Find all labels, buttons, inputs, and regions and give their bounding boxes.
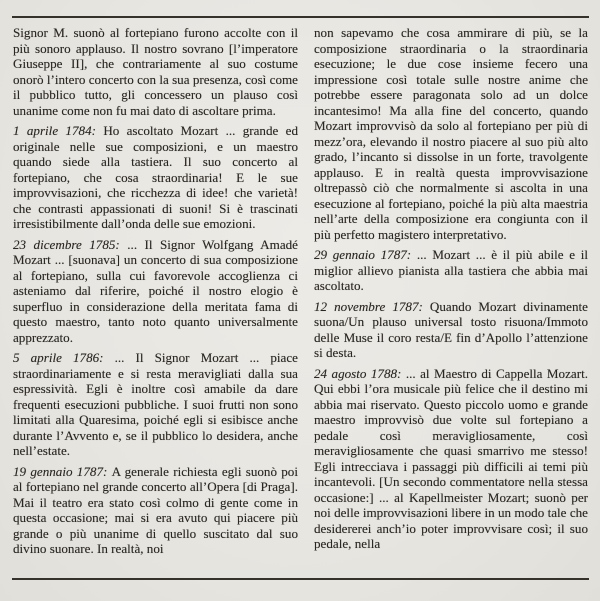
diary-entry xyxy=(13,237,298,346)
entry-text: ... al Maestro di Cappella Mozart. Qui ebbi l’ora musicale più felice che il destino mi abbia mai riservato. Questo piccolo uomo e grande maestro improvvisò due volte sul fortepiano a pedale così meravigliosamente, così meravigliosamente che quasi smarrivo me stesso! Egli intrecciava i passaggi più difficili ai temi più incantevoli. [Un secondo commentatore nella stessa occasione:] ... al Kapellmeister Mozart; suonò per noi delle improvvisazioni libere in un modo tale che desidererei anch’io poter improvvisare così; il suo pedale, nella xyxy=(314,365,588,551)
entry-text: A generale richiesta egli suonò poi al fortepiano nel grande concerto all’Opera [di Praga]. Mai il teatro era stato così colmo di gente come in questa occasione; mai si era avuto qui piacere più grande o più unanime di quello suscitato dal suo divino suonare. In realtà, noi xyxy=(13,463,298,556)
entry-date: 5 aprile 1786: xyxy=(13,350,104,365)
entry-text: Quando Mozart divinamente suona/Un plauso universal tosto risuona/Immoto delle Muse il coro resta/E fin d’Apollo l’attenzione si desta. xyxy=(314,298,588,360)
diary-entry xyxy=(314,299,588,361)
entry-text: Signor M. suonò al fortepiano furono accolte con il più sonoro applauso. Il nostro sovrano [l’imperatore Giuseppe II], che contrariamente al suo costume onorò l’intero concerto con la sua presenza, così come il pubblico tutto, gli concessero un plauso così unanime come non fu mai dato di ascoltare prima. xyxy=(13,25,298,118)
entry-date: 24 agosto 1788: xyxy=(314,365,402,381)
text-columns xyxy=(13,25,588,579)
top-rule xyxy=(12,16,589,18)
diary-entry xyxy=(314,247,588,294)
diary-entry xyxy=(13,464,298,557)
right-column xyxy=(314,25,588,579)
entry-date: 12 novembre 1787: xyxy=(314,298,423,314)
bottom-rule xyxy=(12,578,589,580)
entry-date: 1 aprile 1784: xyxy=(13,123,96,138)
entry-text: non sapevamo che cosa ammirare di più, se la composizione straordinaria o la straordinaria esecuzione; le due cose insieme fecero una impressione così totale sulle nostre anime che potrebbe essere paragonata solo ad un dolce incantesimo! Ma alla fine del concerto, quando Mozart improvvisò da solo al fortepiano per più di mezz’ora, elevando il nostro piacere al suo più alto grado, l’incanto si dissolse in un forte, travolgente applauso. E in realtà questa improvvisazione oltrepassò ciò che normalmente si ascolta in una esecuzione al fortepiano, poiché la più alta maestria nell’arte della composizione era congiunta con il più perfetto magistero interpretativo. xyxy=(314,25,588,242)
entry-text: ... Mozart ... è il più abile e il miglior allievo pianista alla tastiera che abbia mai ascoltato. xyxy=(314,247,588,293)
entry-date: 19 gennaio 1787: xyxy=(13,463,108,479)
diary-entry xyxy=(13,350,298,459)
paragraph-continuation xyxy=(314,25,588,242)
paragraph-continuation xyxy=(13,25,298,118)
entry-text: Ho ascoltato Mozart ... grande ed originale nelle sue composizioni, e un maestro quando siede alla tastiera. Il suo concerto al fortepiano, che cosa straordinaria! E le sue improvvisazioni, che ricchezza di idee! che varietà! che contrasti appassionati di suoni! Si è trascinati irresistibilmente dall’onda delle sue emozioni. xyxy=(13,123,298,231)
diary-entry xyxy=(314,366,588,552)
entry-text: ... Il Signor Mozart ... piace straordinariamente e si resta meravigliati dalla sua espressività. Egli è inoltre così amabile da dare frequenti esecuzioni pubbliche. I suoi frutti non sono limitati alla Quaresima, poiché egli si esibisce anche durante l’Avvento e, se il pubblico lo desidera, anche nell’estate. xyxy=(13,350,298,458)
entry-date: 23 dicembre 1785: xyxy=(13,236,120,252)
diary-entry xyxy=(13,123,298,232)
entry-date: 29 gennaio 1787: xyxy=(314,247,412,262)
entry-text: ... Il Signor Wolfgang Amadé Mozart ... [suonava] un concerto di sua composizione al fortepiano, sulla cui favorevole accoglienza ci asteniamo dal riferire, poiché il nostro elogio è superfluo in considerazione della meritata fama di questo maestro, tanto noto quanto universalmente apprezzato. xyxy=(13,236,298,345)
left-column xyxy=(13,25,298,579)
